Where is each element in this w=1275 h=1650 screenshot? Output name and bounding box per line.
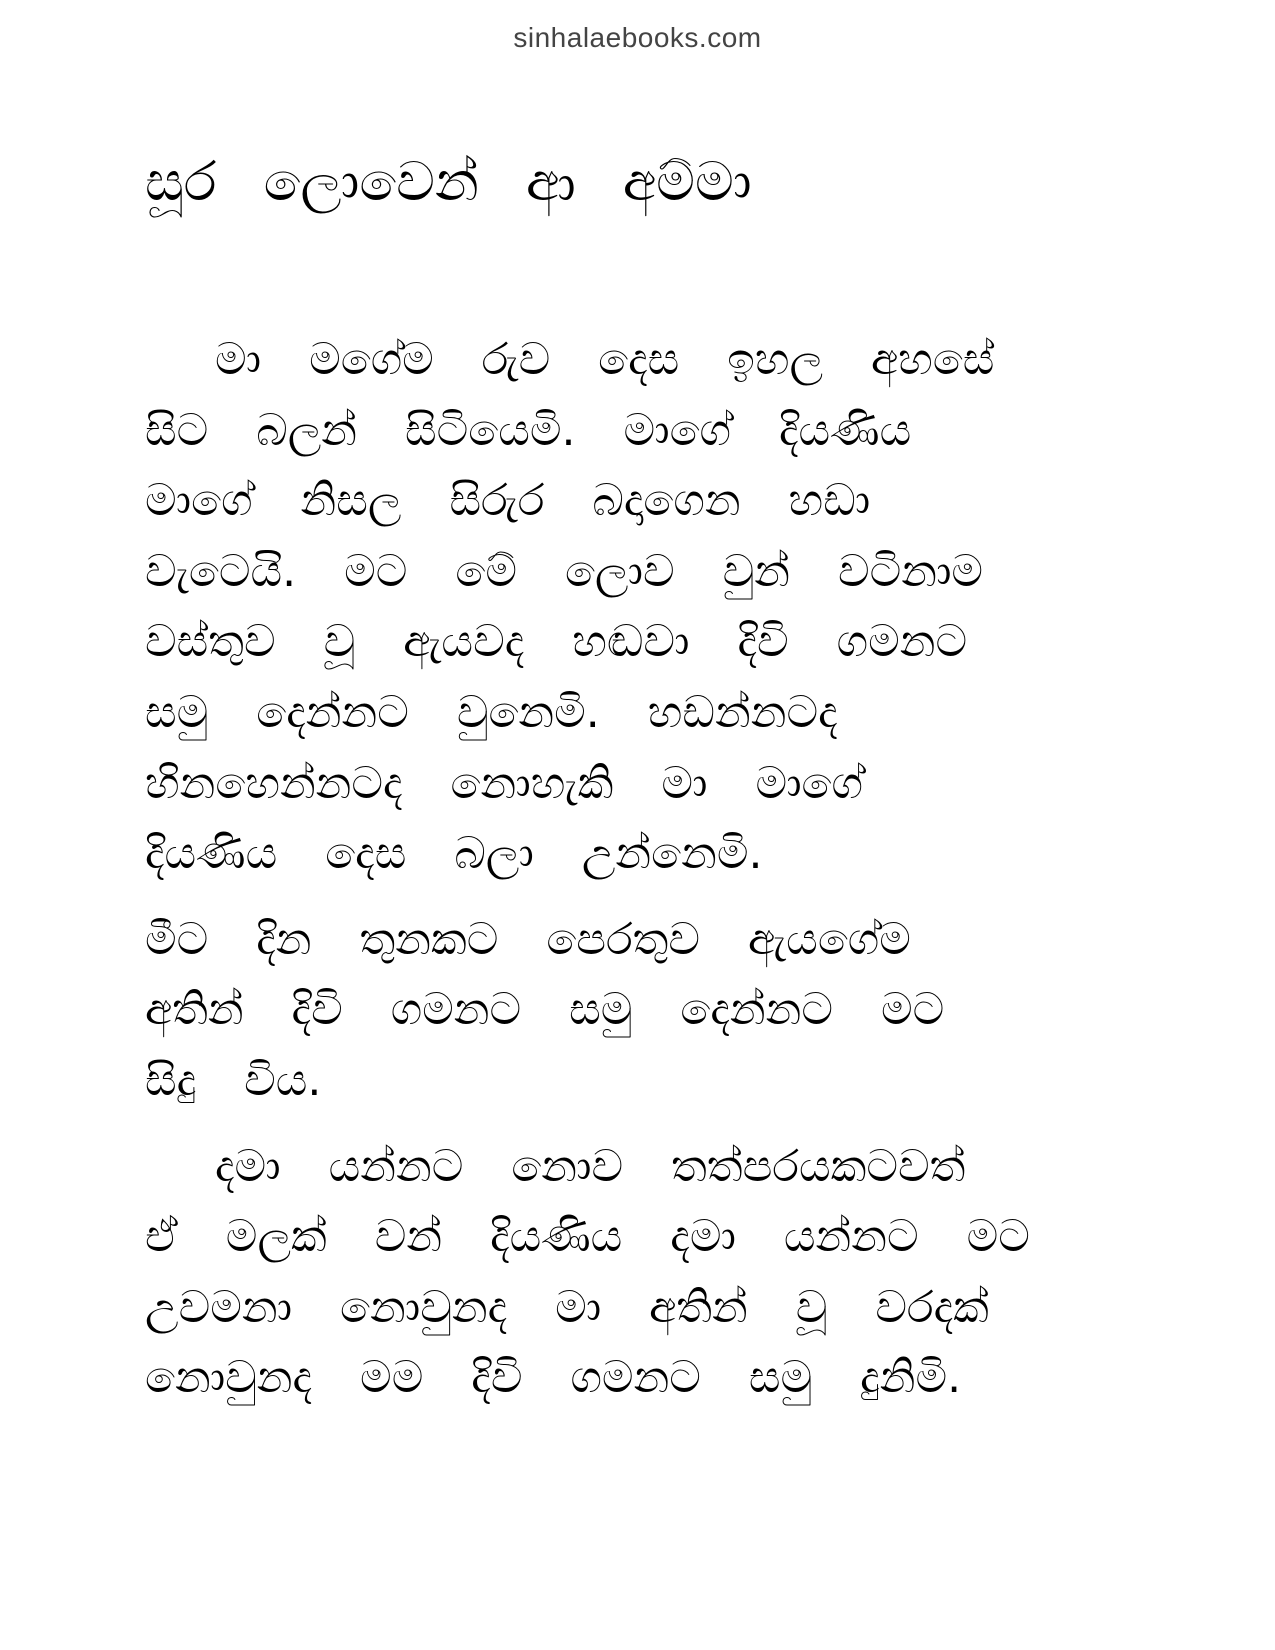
text-line: මාගේ නිසල සිරුර බදාගෙන හඩා [145, 475, 871, 527]
text-line: දමා යන්නට නොව තත්පරයකටවත් [215, 1140, 966, 1192]
text-line: නොවුනද මම දිවි ගමනට සමු දුනිමි. [145, 1352, 962, 1404]
site-watermark: sinhalaebooks.com [513, 22, 762, 53]
story-body [145, 325, 1065, 1429]
paragraph-2 [145, 905, 1065, 1117]
text-line: මීට දින තුනකට පෙරතුව ඇයගේම [145, 913, 911, 965]
text-line: අතින් දිවි ගමනට සමු දෙන්නට මට [145, 984, 945, 1036]
text-line: දියණිය දෙස බලා උන්නෙමි. [145, 828, 763, 880]
text-line: ඒ මලක් වන් දියණිය දමා යන්නට මට [145, 1211, 1030, 1263]
text-line: වස්තුව වූ ඇයවද හඬවා දිවි ගමනට [145, 616, 968, 668]
text-line: හිනහෙන්නටද නොහැකි මා මාගේ [145, 757, 863, 809]
text-line: උවමනා නොවුනද මා අතින් වූ වරදක් [145, 1281, 989, 1333]
text-line: සමු දෙන්නට වුනෙමි. හඩන්නටද [145, 686, 838, 738]
text-line: සිදු විය. [145, 1054, 322, 1106]
paragraph-1 [145, 325, 1065, 890]
text-line: සිට බලන් සිටියෙමි. මාගේ දියණිය [145, 404, 912, 456]
story-title: සූර ලොවෙන් ආ අම්මා [145, 150, 752, 213]
text-line: වැටෙයි. මට මේ ලොව වුන් වටිනාම [145, 545, 984, 597]
paragraph-3 [145, 1132, 1065, 1414]
text-line: මා මගේම රුව දෙස ඉහල අහසේ [215, 334, 995, 385]
